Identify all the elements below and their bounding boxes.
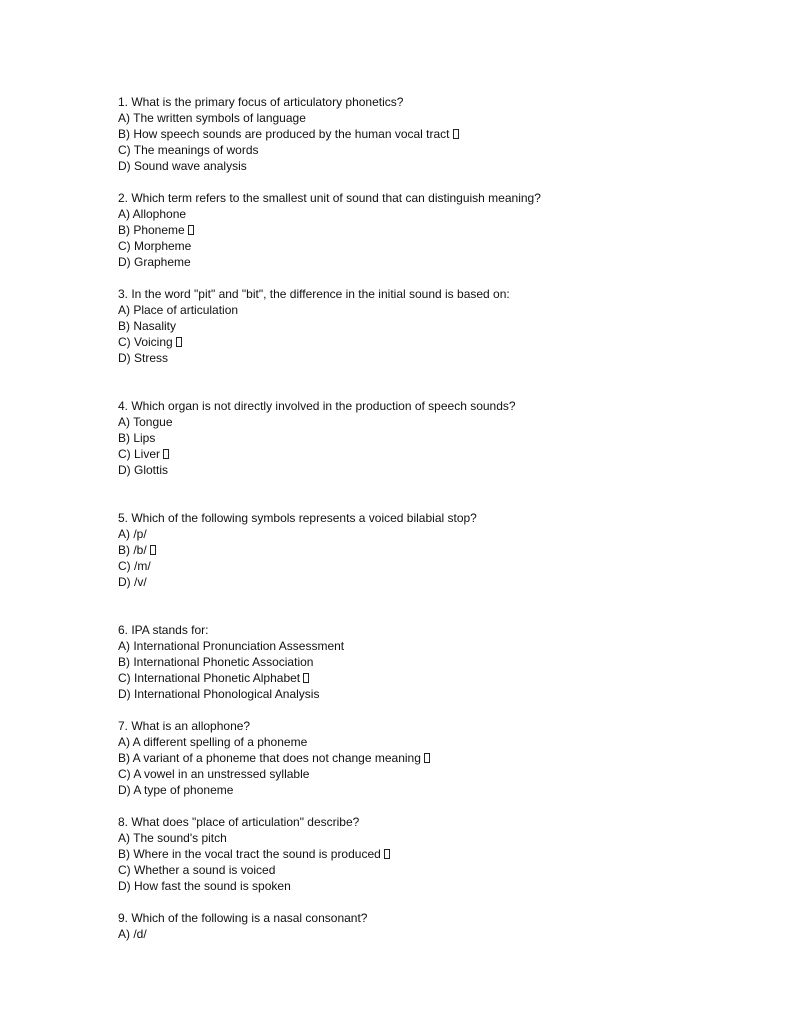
question-prompt: 9. Which of the following is a nasal consonant? (118, 911, 368, 925)
answer-option: A) /p/ (118, 527, 147, 541)
answer-option: B) Nasality (118, 319, 177, 333)
answer-option: B) Phoneme (118, 222, 758, 238)
answer-option: C) Morpheme (118, 239, 192, 253)
answer-option: B) Where in the vocal tract the sound is produced (118, 846, 758, 862)
answer-option: D) International Phonological Analysis (118, 687, 320, 701)
answer-mark-icon (163, 449, 169, 459)
question-1 (118, 94, 758, 174)
answer-option: B) How speech sounds are produced by the human vocal tract (118, 126, 758, 142)
question-prompt: 8. What does "place of articulation" describe? (118, 815, 360, 829)
question-7 (118, 718, 758, 798)
answer-mark-icon (176, 337, 182, 347)
question-prompt: 1. What is the primary focus of articulatory phonetics? (118, 95, 404, 109)
answer-mark-icon (384, 849, 390, 859)
question-prompt: 4. Which organ is not directly involved in the production of speech sounds? (118, 399, 516, 413)
question-9 (118, 910, 758, 942)
question-5 (118, 510, 758, 590)
question-prompt: 3. In the word "pit" and "bit", the difference in the initial sound is based on: (118, 287, 510, 301)
answer-option: D) /v/ (118, 575, 147, 589)
answer-option: A) /d/ (118, 927, 147, 941)
answer-option: D) A type of phoneme (118, 783, 234, 797)
question-8 (118, 814, 758, 894)
answer-option: A) Place of articulation (118, 303, 239, 317)
document-page (118, 94, 758, 942)
answer-mark-icon (424, 753, 430, 763)
answer-option: C) A vowel in an unstressed syllable (118, 767, 310, 781)
question-prompt: 6. IPA stands for: (118, 623, 209, 637)
answer-option: B) A variant of a phoneme that does not change meaning (118, 750, 758, 766)
answer-option: D) Grapheme (118, 255, 191, 269)
answer-option: A) International Pronunciation Assessment (118, 639, 345, 653)
question-2 (118, 190, 758, 270)
answer-option: D) Glottis (118, 463, 169, 477)
answer-option: B) /b/ (118, 542, 758, 558)
answer-option: A) Allophone (118, 207, 187, 221)
answer-mark-icon (303, 673, 309, 683)
answer-option: C) Whether a sound is voiced (118, 863, 276, 877)
answer-option: A) A different spelling of a phoneme (118, 735, 308, 749)
answer-option: D) How fast the sound is spoken (118, 879, 291, 893)
answer-option: C) International Phonetic Alphabet (118, 670, 758, 686)
answer-option: C) Liver (118, 446, 758, 462)
answer-mark-icon (188, 225, 194, 235)
answer-mark-icon (453, 129, 459, 139)
answer-option: C) The meanings of words (118, 143, 259, 157)
question-4 (118, 398, 758, 478)
answer-option: B) Lips (118, 431, 156, 445)
answer-option: B) International Phonetic Association (118, 655, 314, 669)
answer-option: A) Tongue (118, 415, 173, 429)
answer-option: C) /m/ (118, 559, 151, 573)
question-prompt: 7. What is an allophone? (118, 719, 251, 733)
question-prompt: 2. Which term refers to the smallest unit of sound that can distinguish meaning? (118, 191, 541, 205)
answer-option: D) Sound wave analysis (118, 159, 247, 173)
answer-mark-icon (150, 545, 156, 555)
question-3 (118, 286, 758, 366)
question-6 (118, 622, 758, 702)
question-prompt: 5. Which of the following symbols represents a voiced bilabial stop? (118, 511, 477, 525)
answer-option: A) The sound's pitch (118, 831, 227, 845)
answer-option: D) Stress (118, 351, 169, 365)
answer-option: A) The written symbols of language (118, 111, 306, 125)
answer-option: C) Voicing (118, 334, 758, 350)
